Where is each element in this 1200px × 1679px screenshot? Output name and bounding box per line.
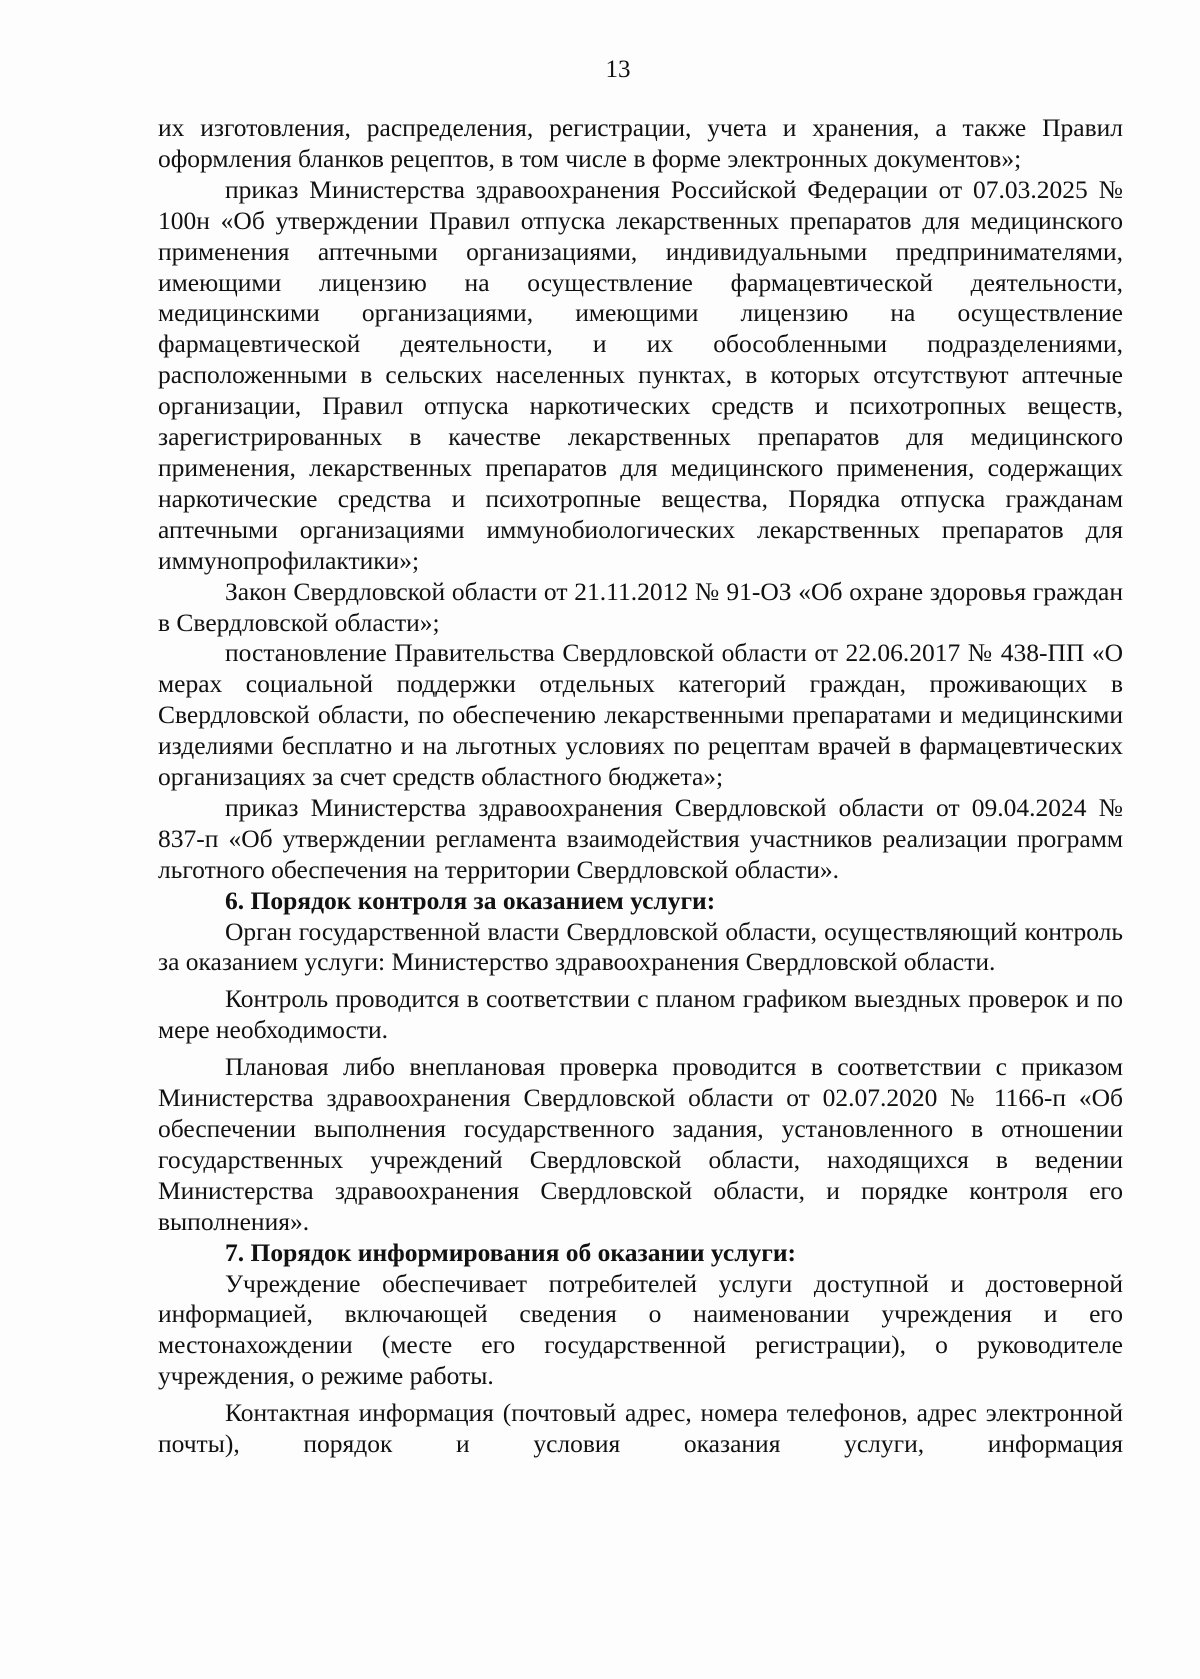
paragraph-order-837-p: приказ Министерства здравоохранения Свердловской области от 09.04.2024 № 837-п «Об утверждении регламента взаимодействия участников реализации программ льготного обеспечения на территории Свердловской области». [158,792,1123,884]
section-7-paragraph: Учреждение обеспечивает потребителей услуги доступной и достоверной информацией, включающей сведения о наименовании учреждения и его местонахождении (месте его государственной регистрации), о руководителе учреждения, о режиме работы. [158,1268,1123,1391]
section-6-paragraph: Орган государственной власти Свердловской области, осуществляющий контроль за оказанием услуги: Министерство здравоохранения Свердловской области. [158,916,1123,977]
section-7-paragraph: Контактная информация (почтовый адрес, номера телефонов, адрес электронной почты), порядок и условия оказания услуги, информация [158,1398,1123,1459]
page-number: 13 [605,56,631,83]
document-body [158,113,1123,1460]
section-6-paragraph: Контроль проводится в соответствии с планом графиком выездных проверок и по мере необходимости. [158,984,1123,1045]
paragraph-order-100n: приказ Министерства здравоохранения Российской Федерации от 07.03.2025 № 100н «Об утверждении Правил отпуска лекарственных препаратов для медицинского применения аптечными организациями, индивидуальными предпринимателями, имеющими лицензию на осуществление фармацевтической деятельности, медицинскими организациями, имеющими лицензию на осуществление фармацевтической деятельности, и их обособленными подразделениями, расположенными в сельских населенных пунктах, в которых отсутствуют аптечные организации, Правил отпуска наркотических средств и психотропных веществ, зарегистрированных в качестве лекарственных препаратов для медицинского применения, лекарственных препаратов для медицинского применения, содержащих наркотические средства и психотропные вещества, Порядка отпуска гражданам аптечными организациями иммунобиологических лекарственных препаратов для иммунопрофилактики»; [158,174,1123,575]
paragraph-continuation: их изготовления, распределения, регистрации, учета и хранения, а также Правил оформления бланков рецептов, в том числе в форме электронных документов»; [158,113,1123,173]
section-6-heading: 6. Порядок контроля за оказанием услуги: [225,885,716,915]
section-6-paragraph: Плановая либо внеплановая проверка проводится в соответствии с приказом Министерства здравоохранения Свердловской области от 02.07.2020 № 1166-п «Об обеспечении выполнения государственного задания, установленного в отношении государственных учреждений Свердловской области, находящихся в ведении Министерства здравоохранения Свердловской области, и порядке контроля его выполнения». [158,1052,1123,1236]
paragraph-law-91-oz: Закон Свердловской области от 21.11.2012 № 91-ОЗ «Об охране здоровья граждан в Свердловской области»; [158,576,1123,637]
section-7-heading: 7. Порядок информирования об оказании услуги: [225,1237,797,1267]
paragraph-resolution-438-pp: постановление Правительства Свердловской области от 22.06.2017 № 438-ПП «О мерах социальной поддержки отдельных категорий граждан, проживающих в Свердловской области, по обеспечению лекарственными препаратами и медицинскими изделиями бесплатно и на льготных условиях по рецептам врачей в фармацевтических организациях за счет средств областного бюджета»; [158,638,1123,792]
